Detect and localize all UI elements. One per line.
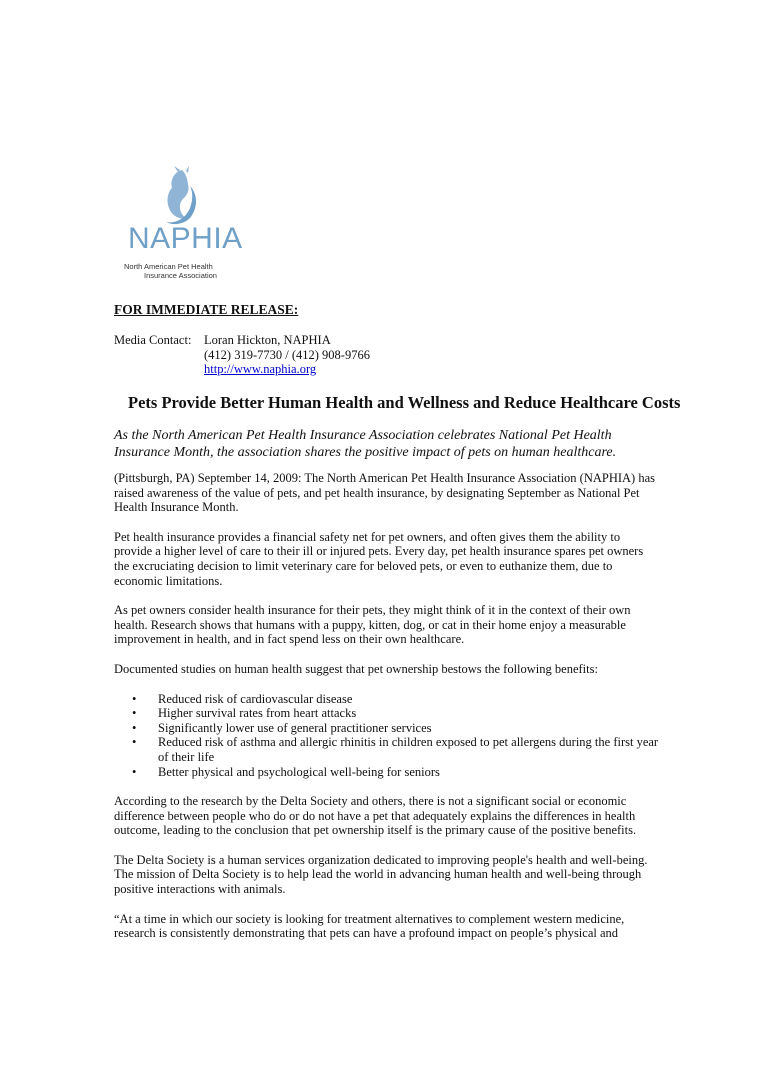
list-item: • Reduced risk of cardiovascular disease [114,692,659,707]
body-paragraph: The Delta Society is a human services organization dedicated to improving people's health and well-being. The mission of Delta Society is to help lead the world in advancing human health and well-being through positive interactions with animals. [114,852,648,897]
logo-wordmark: NAPHIA [128,222,243,255]
logo-subtitle-line-1: North American Pet Health [124,262,213,271]
pet-silhouette-icon [156,166,204,228]
benefits-list [114,692,659,780]
naphia-logo [118,158,254,282]
body-paragraph: Pet health insurance provides a financial safety net for pet owners, and often gives them the ability to provide a higher level of care to their ill or injured pets. Every day, pet health insurance spares pet owners the excruciating decision to limit veterinary care for beloved pets, or even to euthanize them, due to economic limitations. [114,529,644,588]
body-paragraph: (Pittsburgh, PA) September 14, 2009: The North American Pet Health Insurance Association (NAPHIA) has raised awareness of the value of pets, and pet health insurance, by designating September as National Pet Health Insurance Month. [114,471,656,515]
media-contact-details [204,333,370,377]
body-paragraph: Documented studies on human health suggest that pet ownership bestows the following benefits: [114,661,598,676]
press-headline: Pets Provide Better Human Health and Wellness and Reduce Healthcare Costs [128,393,681,412]
list-item: • Reduced risk of asthma and allergic rhinitis in children exposed to pet allergens during the first year of their life [114,735,659,764]
media-contact-label: Media Contact: [114,333,192,347]
contact-phones: (412) 319-7730 / (412) 908-9766 [204,347,370,362]
contact-url-link[interactable]: http://www.naphia.org [204,362,317,376]
contact-name: Loran Hickton, NAPHIA [204,333,331,347]
press-subhead: As the North American Pet Health Insurance Association celebrates National Pet Health Insurance Month, the association shares the positive impact of pets on human healthcare. [114,428,617,460]
list-item: • Better physical and psychological well-being for seniors [114,765,659,780]
list-item: • Significantly lower use of general practitioner services [114,721,659,736]
list-item: • Higher survival rates from heart attacks [114,706,659,721]
body-paragraph: As pet owners consider health insurance for their pets, they might think of it in the context of their own health. Research shows that humans with a puppy, kitten, dog, or cat in their home enjoy a measurable improvement in health, and in fact spend less on their own healthcare. [114,603,631,647]
body-paragraph: “At a time in which our society is looking for treatment alternatives to complement western medicine, research is consistently demonstrating that pets can have a profound impact on people’s physical and [114,911,625,941]
press-body [114,471,659,956]
logo-subtitle-line-2: Insurance Association [144,271,217,280]
logo-subtitle [124,262,254,280]
release-label: FOR IMMEDIATE RELEASE: [114,302,299,317]
body-paragraph: According to the research by the Delta Society and others, there is not a significant social or economic difference between people who do or do not have a pet that adequately explains the differences in health outcome, leading to the conclusion that pet ownership itself is the primary cause of the positive benefits. [114,794,637,838]
